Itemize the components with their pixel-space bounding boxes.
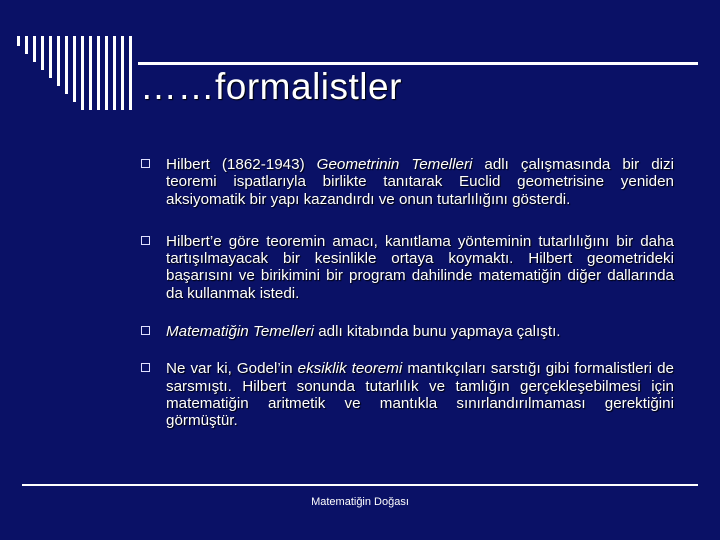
bullet-item — [139, 233, 674, 302]
footer-divider — [22, 484, 698, 486]
bullet-text-part-italic: eksiklik teoremi — [297, 360, 403, 378]
bullet-text-part: Hilbert’e göre teoremin amacı, kanıtlama yönteminin tutarlılığını bir daha tartışılmayacak bir kesinlikle ortaya koymaktı. Hilbert geometrideki başarısını ve birikimini bir program dahilinde matematiğin diğer dallarında da kullanmak istedi. — [166, 232, 674, 302]
decorative-bar — [89, 36, 92, 110]
decorative-bar — [81, 36, 84, 110]
bullet-item — [139, 323, 674, 340]
decorative-bar — [41, 36, 44, 70]
decorative-bar — [129, 36, 132, 110]
bullet-text-part-italic: Geometrinin Temelleri — [316, 156, 473, 173]
decorative-bar — [49, 36, 52, 78]
decorative-bar — [17, 36, 20, 46]
bullet-text-part: mantıkçıları sarstığı gibi formalistleri de sarsmıştı. Hilbert sonunda tutarlılık ve tamlığın gerçekleşebilmesi için matematiğin aritmetik ve mantıkla sınırlandırılmaması gerektiğini görmüştür. — [166, 360, 674, 430]
decorative-bar — [121, 36, 124, 110]
decorative-bar — [25, 36, 28, 54]
bullet-text-part: adlı çalışmasında bir dizi teoremi ispatlarıyla birlikte tanıtarak Euclid geometrisine yeniden aksiyomatik bir yapı kazandırdı ve onun tutarlılığını gösterdi. — [166, 156, 675, 208]
square-bullet-icon — [141, 236, 150, 245]
bullet-list — [139, 156, 674, 430]
title-divider — [138, 62, 698, 65]
square-bullet-icon — [141, 326, 150, 335]
bullet-item — [139, 360, 674, 429]
bullet-text-part: Hilbert (1862-1943) — [166, 156, 317, 173]
decorative-bar — [113, 36, 116, 110]
square-bullet-icon — [141, 363, 150, 372]
decorative-bar — [65, 36, 68, 94]
decorative-bar — [73, 36, 76, 102]
decorative-bar — [33, 36, 36, 62]
decorative-bar — [105, 36, 108, 110]
bullet-text-part: Ne var ki, Godel’in — [166, 360, 298, 378]
bullet-text-part-italic: Matematiğin Temelleri — [166, 323, 314, 341]
slide-title: ……formalistler — [140, 66, 402, 107]
bullet-item — [139, 156, 674, 208]
decorative-bars — [17, 36, 137, 110]
square-bullet-icon — [141, 159, 150, 168]
decorative-bar — [57, 36, 60, 86]
bullet-text-part: adlı kitabında bunu yapmaya çalıştı. — [314, 323, 561, 341]
decorative-bar — [97, 36, 100, 110]
footer-text: Matematiğin Doğası — [311, 496, 409, 508]
